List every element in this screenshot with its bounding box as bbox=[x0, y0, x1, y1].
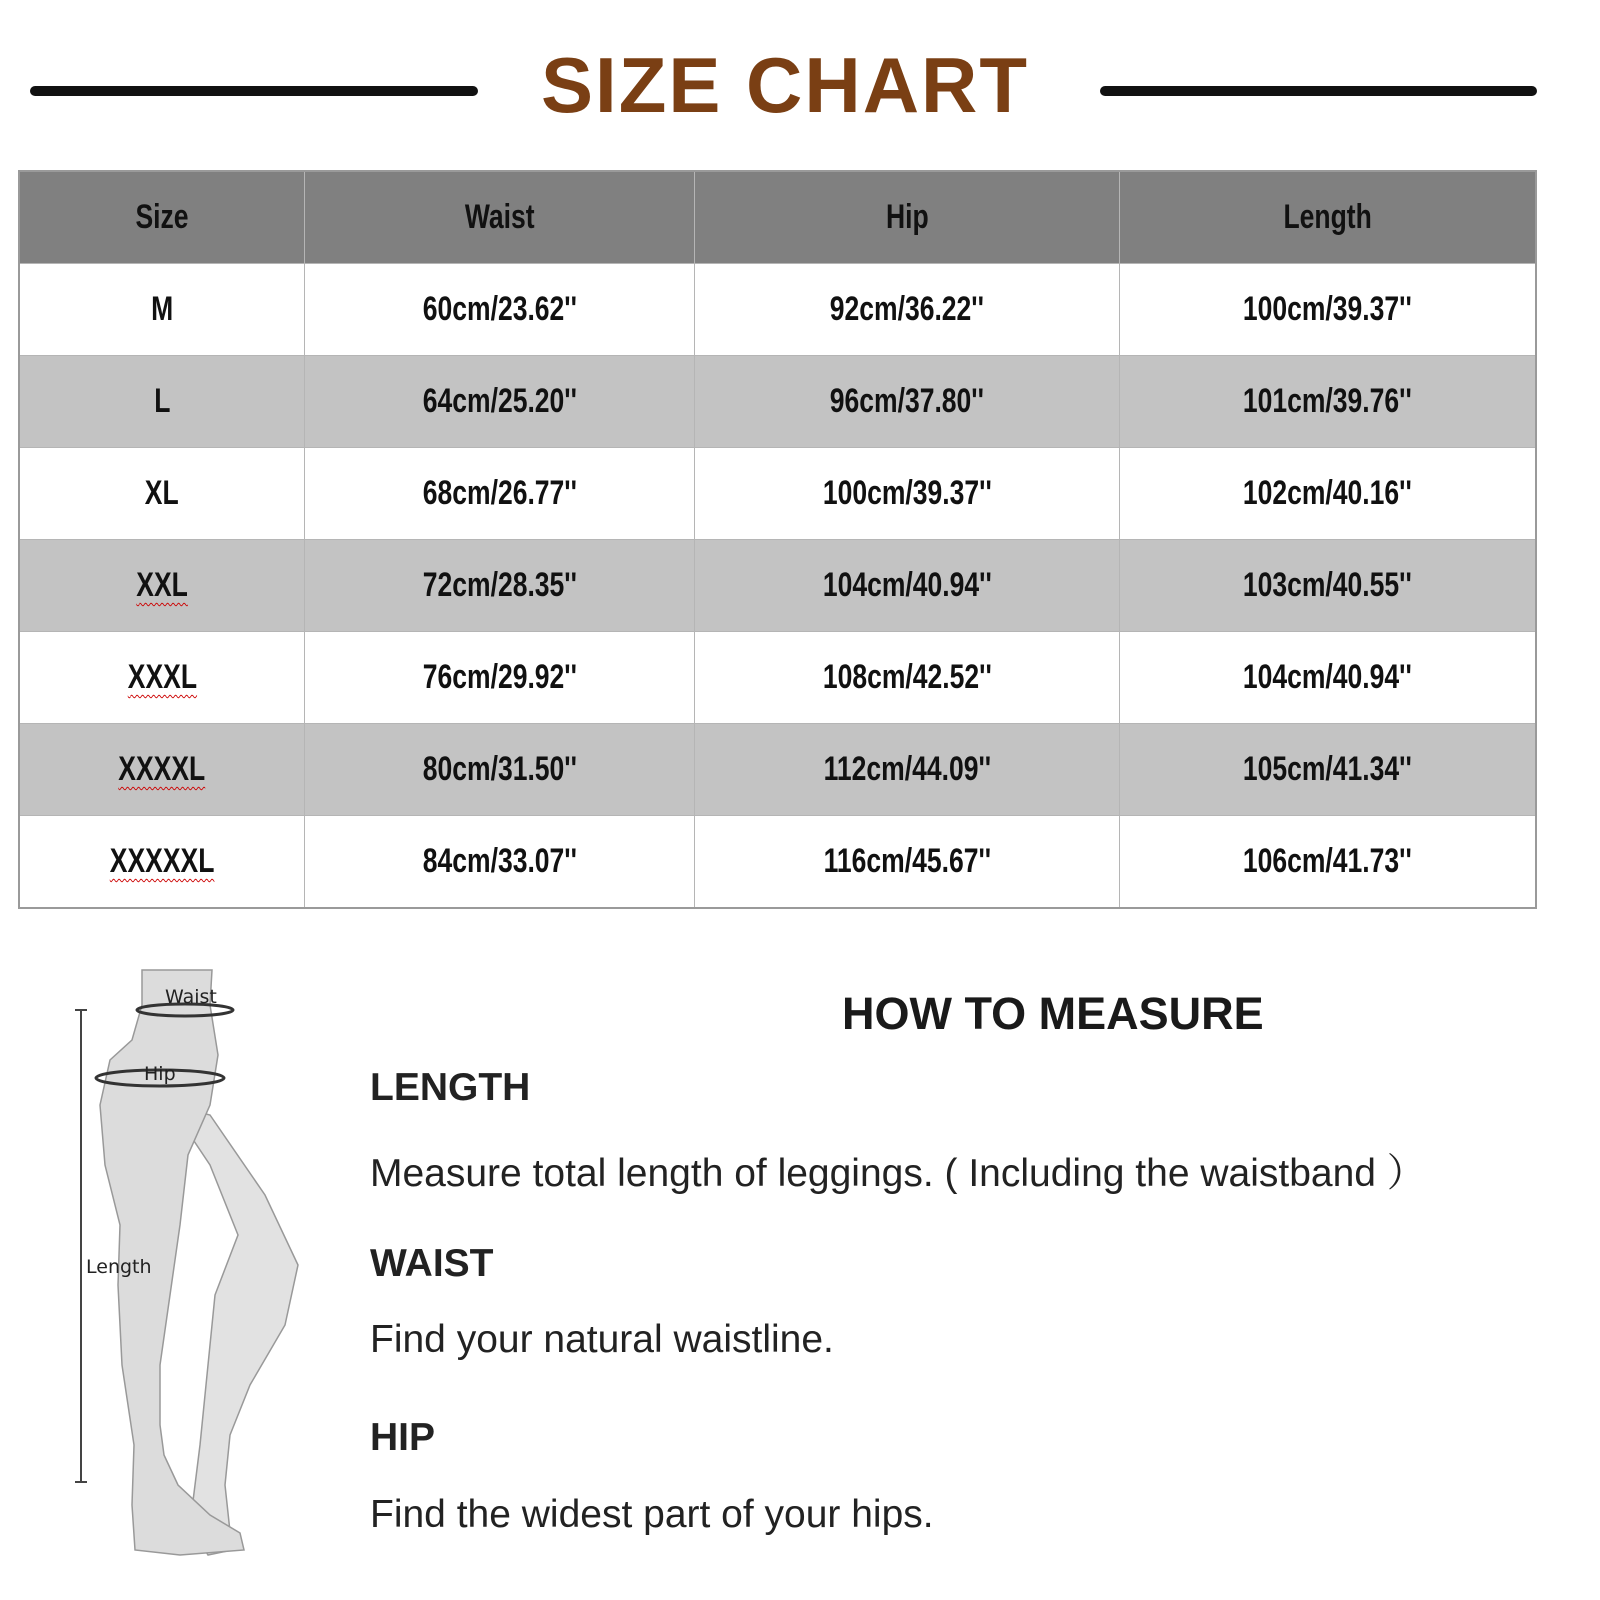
cell-size: XXXL bbox=[19, 632, 305, 724]
cell-waist: 80cm/31.50'' bbox=[305, 724, 695, 816]
table-row bbox=[19, 448, 1536, 540]
table-row bbox=[19, 632, 1536, 724]
leggings-measurement-figure bbox=[60, 965, 320, 1565]
leggings-back-leg bbox=[170, 1105, 298, 1555]
cell-length: 102cm/40.16'' bbox=[1120, 448, 1537, 540]
cell-size: XXXXXL bbox=[19, 816, 305, 909]
cell-length: 101cm/39.76'' bbox=[1120, 356, 1537, 448]
table-row bbox=[19, 816, 1536, 909]
hip-description: Find the widest part of your hips. bbox=[370, 1493, 934, 1536]
cell-size: XXXXL bbox=[19, 724, 305, 816]
table-row bbox=[19, 264, 1536, 356]
table-row bbox=[19, 356, 1536, 448]
cell-waist: 68cm/26.77'' bbox=[305, 448, 695, 540]
header-waist: Waist bbox=[305, 171, 695, 264]
cell-hip: 100cm/39.37'' bbox=[695, 448, 1120, 540]
page-title: SIZE CHART bbox=[541, 41, 1029, 129]
cell-size: M bbox=[19, 264, 305, 356]
cell-hip: 104cm/40.94'' bbox=[695, 540, 1120, 632]
cell-length: 106cm/41.73'' bbox=[1120, 816, 1537, 909]
table-row bbox=[19, 540, 1536, 632]
cell-size: L bbox=[19, 356, 305, 448]
cell-length: 104cm/40.94'' bbox=[1120, 632, 1537, 724]
cell-size: XXL bbox=[19, 540, 305, 632]
cell-hip: 116cm/45.67'' bbox=[695, 816, 1120, 909]
length-heading: LENGTH bbox=[370, 1066, 531, 1109]
table-header-row bbox=[19, 171, 1536, 264]
table-row bbox=[19, 724, 1536, 816]
header-hip: Hip bbox=[695, 171, 1120, 264]
cell-hip: 96cm/37.80'' bbox=[695, 356, 1120, 448]
cell-waist: 60cm/23.62'' bbox=[305, 264, 695, 356]
waist-description: Find your natural waistline. bbox=[370, 1318, 834, 1361]
hip-label: Hip bbox=[144, 1063, 176, 1085]
header-size: Size bbox=[19, 171, 305, 264]
cell-hip: 108cm/42.52'' bbox=[695, 632, 1120, 724]
cell-hip: 112cm/44.09'' bbox=[695, 724, 1120, 816]
cell-waist: 84cm/33.07'' bbox=[305, 816, 695, 909]
cell-length: 105cm/41.34'' bbox=[1120, 724, 1537, 816]
length-label: Length bbox=[86, 1256, 152, 1278]
cell-hip: 92cm/36.22'' bbox=[695, 264, 1120, 356]
waist-heading: WAIST bbox=[370, 1242, 494, 1285]
cell-waist: 76cm/29.92'' bbox=[305, 632, 695, 724]
waist-label: Waist bbox=[165, 986, 217, 1008]
cell-waist: 72cm/28.35'' bbox=[305, 540, 695, 632]
cell-length: 103cm/40.55'' bbox=[1120, 540, 1537, 632]
hip-heading: HIP bbox=[370, 1416, 436, 1459]
cell-length: 100cm/39.37'' bbox=[1120, 264, 1537, 356]
how-to-measure-heading: HOW TO MEASURE bbox=[842, 988, 1264, 1039]
size-table bbox=[18, 170, 1537, 909]
cell-waist: 64cm/25.20'' bbox=[305, 356, 695, 448]
cell-size: XL bbox=[19, 448, 305, 540]
length-description: Measure total length of leggings. ( Including the waistband ） bbox=[370, 1152, 1426, 1195]
header-length: Length bbox=[1120, 171, 1537, 264]
